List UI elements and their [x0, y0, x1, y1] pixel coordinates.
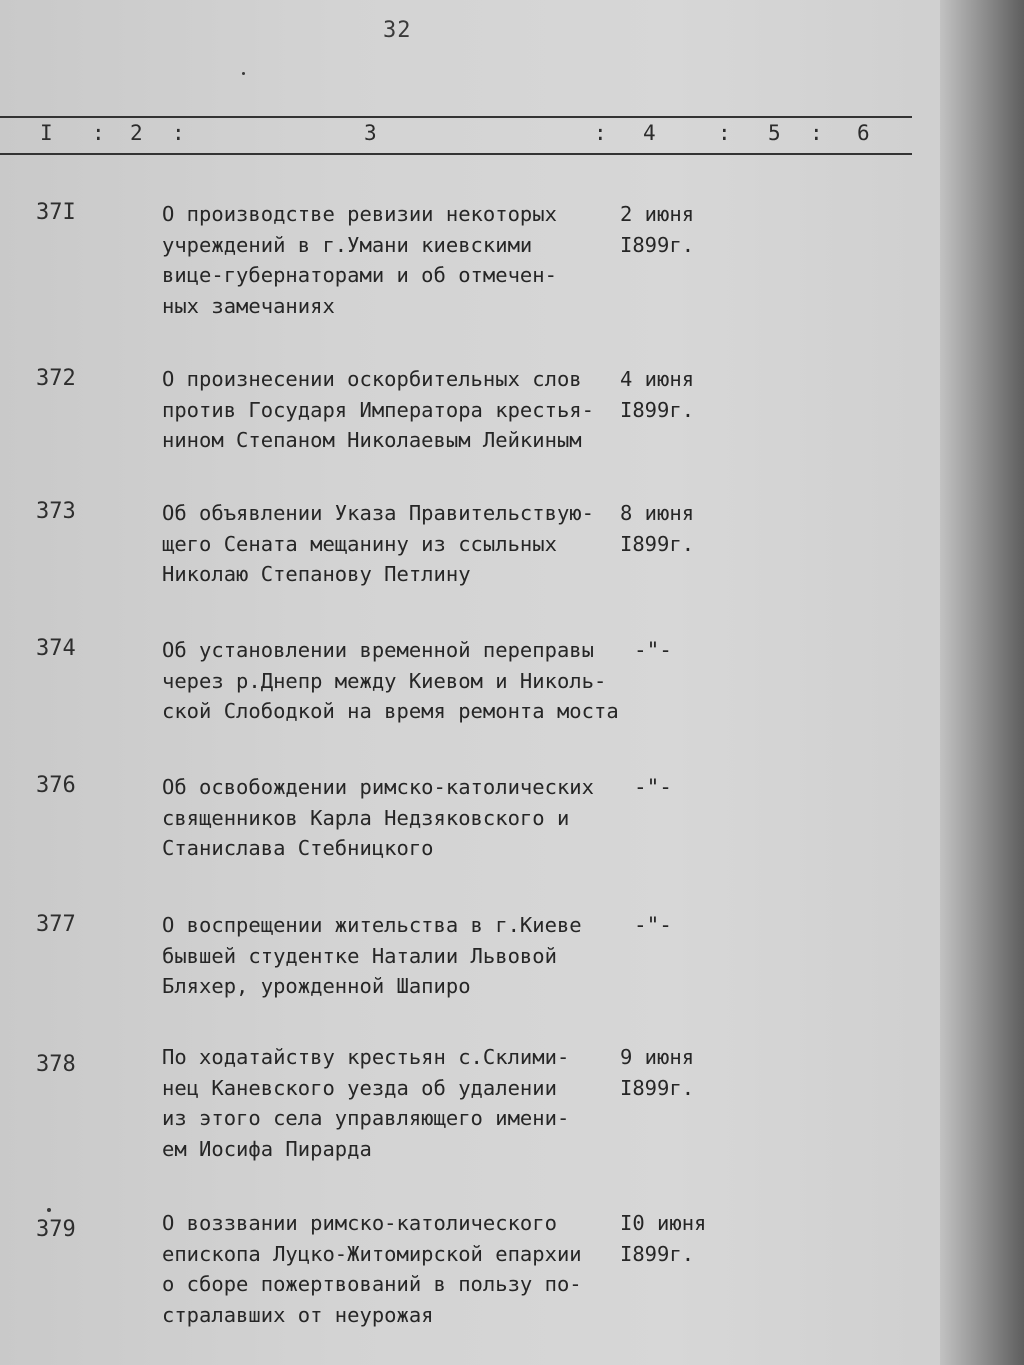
column-header-3: 3 — [364, 121, 377, 145]
entry-number: 373 — [36, 499, 76, 524]
entry-title: О воззвании римско-католического епископа Луцко-Житомирской епархии о сборе пожертвований в пользу по- стралавших от неурожая — [162, 1211, 582, 1327]
entry-number: 376 — [36, 773, 76, 798]
entry-date: 8 июня I899г. — [620, 501, 695, 556]
column-separator: : — [92, 121, 105, 145]
page-edge-shadow — [940, 0, 1024, 1365]
entry-number: 377 — [36, 912, 76, 937]
entry-title: Об освобождении римско-католических священников Карла Недзяковского и Станислава Стебницкого — [162, 775, 594, 860]
entry-date: 2 июня I899г. — [620, 202, 695, 257]
column-separator: : — [718, 121, 731, 145]
column-header-6: 6 — [857, 121, 870, 145]
column-header-2: 2 — [130, 121, 143, 145]
entry-title: О воспрещении жительства в г.Киеве бывшей студентке Наталии Львовой Бляхер, урожденной Шапиро — [162, 913, 582, 998]
entry-date: 4 июня I899г. — [620, 367, 695, 422]
ditto-mark: -"- — [634, 775, 672, 799]
entry-title: Об объявлении Указа Правительствую- щего Сената мещанину из ссыльных Николаю Степанову Петлину — [162, 501, 594, 586]
paper-speck — [242, 72, 245, 75]
entry-title: О произнесении оскорбительных слов против Государя Императора крестья- нином Степаном Николаевым Лейкиным — [162, 367, 594, 452]
ditto-mark: -"- — [634, 913, 672, 937]
entry-number: 37I — [36, 200, 76, 225]
column-separator: : — [594, 121, 607, 145]
header-bottom-rule — [0, 153, 912, 155]
entry-date: 9 июня I899г. — [620, 1045, 695, 1100]
entry-title: Об установлении временной переправы через р.Днепр между Киевом и Николь- ской Слободкой на время ремонта моста — [162, 638, 619, 723]
entry-number: 379 — [36, 1217, 76, 1242]
column-header-4: 4 — [643, 121, 656, 145]
entry-date: I0 июня I899г. — [620, 1211, 707, 1266]
column-header-5: 5 — [768, 121, 781, 145]
entry-title: О производстве ревизии некоторых учреждений в г.Умани киевскими вице-губернаторами и об отмечен- ных замечаниях — [162, 202, 557, 318]
column-header-1: I — [40, 121, 53, 145]
entry-number: 374 — [36, 636, 76, 661]
ditto-mark: -"- — [634, 638, 672, 662]
column-separator: : — [810, 121, 823, 145]
entry-number: 378 — [36, 1052, 76, 1077]
entry-title: По ходатайству крестьян с.Склими- нец Каневского уезда об удалении из этого села управляющего имени- ем Иосифа Пирарда — [162, 1045, 570, 1161]
page-number: 32 — [383, 18, 412, 43]
paper-speck — [47, 1208, 51, 1212]
entry-number: 372 — [36, 366, 76, 391]
column-separator: : — [172, 121, 185, 145]
